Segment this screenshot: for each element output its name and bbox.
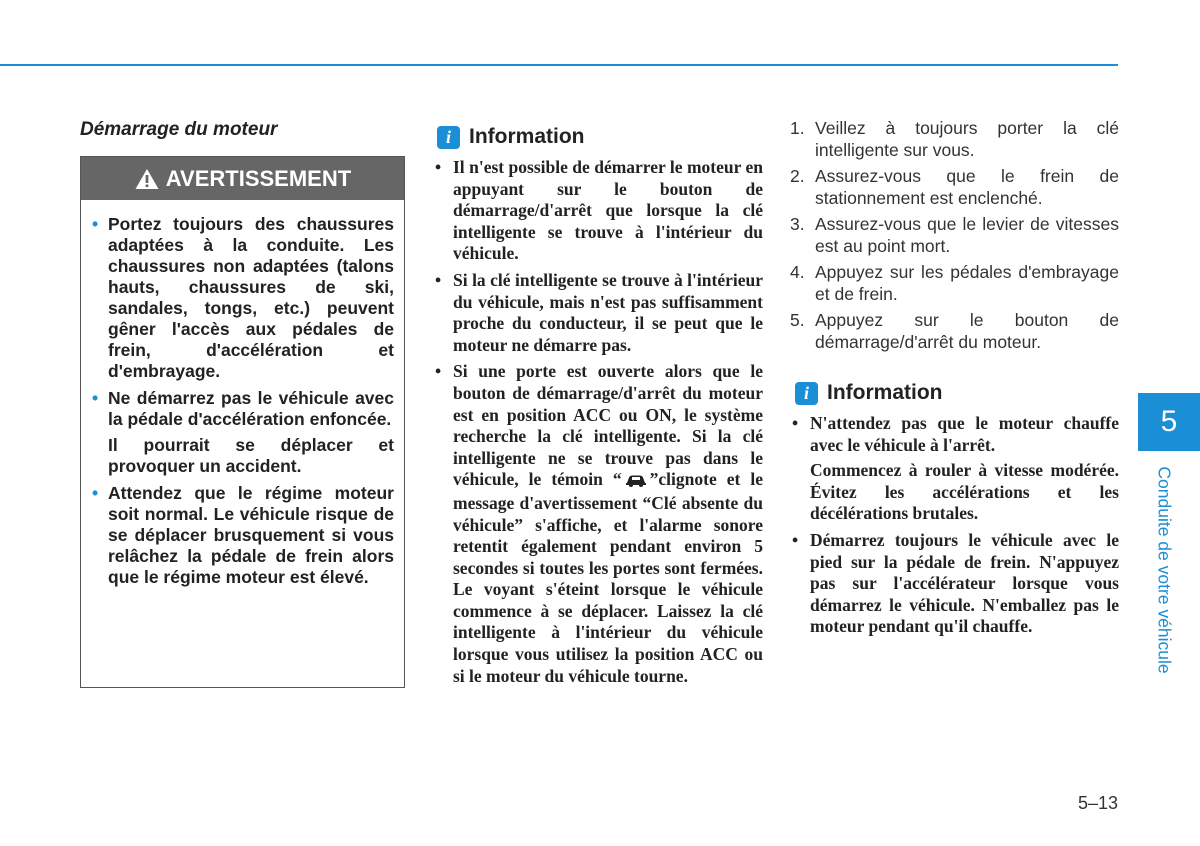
step-item [790,214,1119,257]
warning-item-text: • Portez toujours des chaussures adaptées à la conduite. Les chaussures non adaptées (talons hauts, chaussures de ski, sandales, tongs, etc.) peuvent gêner l'accès aux pédales de frein, d'accélération et d'embrayage. [108,214,394,381]
step-item [790,118,1119,161]
warning-item [92,214,394,382]
info-title: Information [827,381,943,404]
step-text: Appuyez sur les pédales d'embrayage et de frein. [815,262,1119,304]
warning-triangle-icon [134,167,160,191]
info-item [435,157,763,265]
step-text: Assurez-vous que le levier de vitesses est au point mort. [815,214,1119,256]
info-title: Information [469,125,585,148]
info-icon: i [437,126,460,149]
info-list [792,413,1119,643]
step-number: 5. [790,310,805,330]
info-item-text: • N'attendez pas que le moteur chauffe avec le véhicule à l'arrêt. [810,413,1119,455]
info-icon: i [795,382,818,405]
info-item-text [453,361,763,687]
step-item [790,262,1119,305]
step-number: 3. [790,214,805,234]
step-number: 4. [790,262,805,282]
warning-list [81,200,404,588]
warning-item-note: Il pourrait se déplacer et provoquer un accident. [108,435,394,476]
warning-item-text: • Ne démarrez pas le véhicule avec la pédale d'accélération enfoncée. [108,388,394,429]
info-item-text: • Démarrez toujours le véhicule avec le pied sur la pédale de frein. N'appuyez pas sur l'accélérateur lorsque vous démarrez le véhicule. N'emballez pas le moteur pendant qu'il chauffe. [810,529,1119,637]
info-item [792,413,1119,525]
chapter-title: Conduite de votre véhicule [1154,466,1175,674]
info-list [435,157,763,692]
section-title: Démarrage du moteur [80,119,278,140]
warning-item [92,483,394,588]
info-item-text: • Il n'est possible de démarrer le moteur en appuyant sur le bouton de démarrage/d'arrêt que lorsque la clé intelligente se trouve à l'intérieur du véhicule. [453,157,763,264]
info-text-before-icon: Si une porte est ouverte alors que le bouton de démarrage/d'arrêt du moteur est en position ACC ou ON, le système recherche la clé intelligente. Si la clé intelligente ne se trouve pas dans le véhicule, le témoin “ [453,361,763,490]
header-rule [0,64,1118,66]
info-item-text: • Si la clé intelligente se trouve à l'intérieur du véhicule, mais n'est pas suffisamment proche du conducteur, il se peut que le moteur ne démarre pas. [453,269,763,355]
warning-title: AVERTISSEMENT [165,165,352,191]
info-item [435,270,763,356]
step-number: 1. [790,118,805,138]
step-item [790,166,1119,209]
warning-box [80,156,405,688]
step-item [790,310,1119,353]
warning-header [81,157,404,200]
steps-list [790,118,1119,358]
step-text: Veillez à toujours porter la clé intelligente sur vous. [815,118,1119,160]
warning-item-text: • Attendez que le régime moteur soit normal. Le véhicule risque de se déplacer brusquement si vous relâchez la pédale de frein alors que le régime moteur est élevé. [108,483,394,587]
car-key-icon [624,471,648,493]
step-number: 2. [790,166,805,186]
warning-item [92,388,394,477]
chapter-tab: 5 [1138,393,1200,451]
page-number: 5–13 [1078,793,1119,813]
step-text: Appuyez sur le bouton de démarrage/d'arrêt du moteur. [815,310,1119,352]
info-heading [795,381,943,405]
info-item-note: Commencez à rouler à vitesse modérée. Évitez les accélérations et les décélérations brutales. [810,460,1119,524]
info-text-after-icon: ”clignote et le message d'avertissement “Clé absente du véhicule” s'affiche, et l'alarme sonore retentit également pendant environ 5 secondes si toutes les portes sont fermées. Le voyant s'éteint lorsque le véhicule commence à se déplacer. Laissez la clé intelligente à l'intérieur du véhicule lorsque vous utilisez la position ACC ou si le moteur du véhicule tourne. [453,469,764,686]
info-item [792,530,1119,638]
info-item [435,361,763,687]
info-heading [437,125,585,149]
step-text: Assurez-vous que le frein de stationnement est enclenché. [815,166,1119,208]
